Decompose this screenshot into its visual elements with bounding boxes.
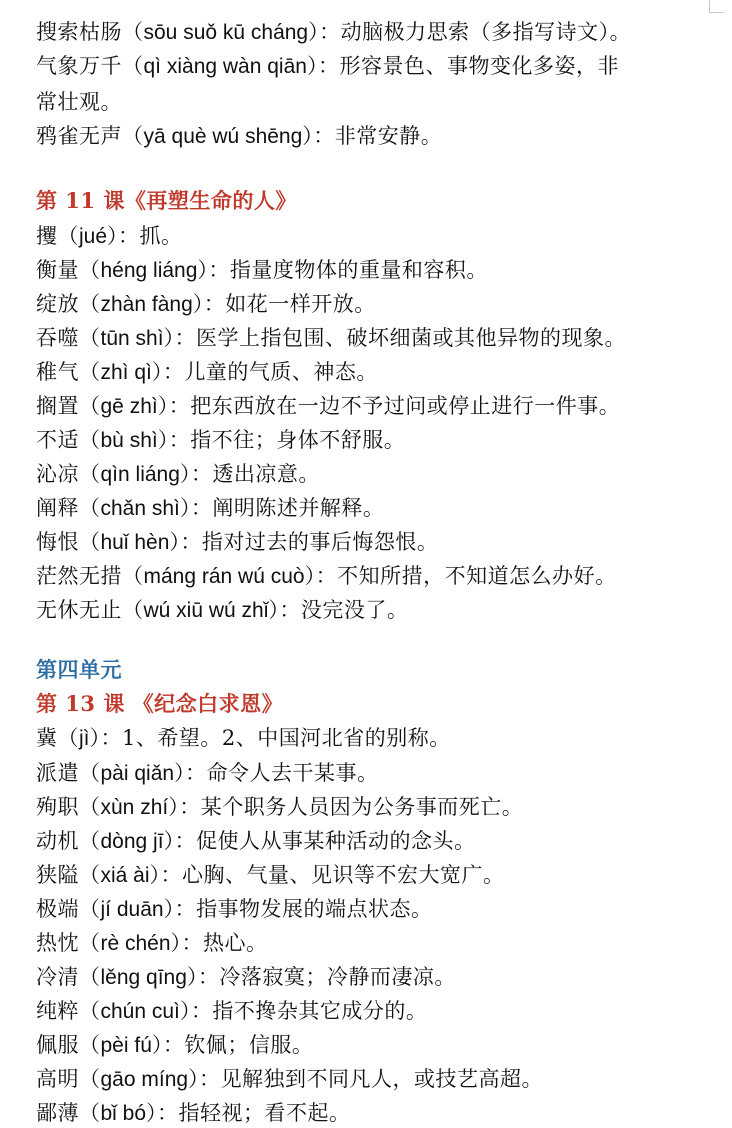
vocab-entry-continuation — [36, 86, 122, 116]
close-paren-colon: ）： — [306, 54, 340, 78]
vocab-definition: 形容景色、事物变化多姿，非 — [339, 54, 619, 78]
vocab-definition: 某个职务人员因为公务事而死亡。 — [200, 795, 524, 819]
pinyin: chún cuì — [100, 1000, 180, 1023]
pinyin: pèi fú — [100, 1034, 152, 1057]
vocab-word: 纯粹 — [36, 999, 79, 1023]
vocab-word: 极端 — [36, 897, 79, 921]
vocab-entry — [36, 322, 626, 352]
open-paren: （ — [57, 224, 79, 248]
heading-text: 第 13 课 《纪念白求恩》 — [36, 691, 284, 716]
open-paren: （ — [79, 965, 101, 989]
close-paren-colon: ）： — [174, 761, 207, 785]
vocab-entry — [36, 560, 617, 590]
vocab-word: 高明 — [36, 1067, 79, 1091]
pinyin: pài qiǎn — [100, 762, 175, 785]
vocab-entry — [36, 1063, 543, 1093]
open-paren: （ — [57, 726, 79, 750]
close-paren-colon: ）： — [163, 326, 197, 350]
close-paren-colon: ）： — [308, 20, 341, 44]
vocab-entry — [36, 16, 631, 46]
vocab-word: 鸦雀无声 — [36, 124, 122, 148]
open-paren: （ — [79, 999, 101, 1023]
vocab-entry — [36, 961, 456, 991]
vocab-word: 派遣 — [36, 761, 79, 785]
vocab-entry — [36, 120, 442, 150]
vocab-word: 悔恨 — [36, 530, 79, 554]
close-paren-colon: ）： — [163, 829, 197, 853]
close-paren-colon: ）： — [192, 292, 226, 316]
open-paren: （ — [79, 897, 101, 921]
open-paren: （ — [79, 829, 101, 853]
vocab-entry — [36, 995, 427, 1025]
vocab-word: 稚气 — [36, 360, 79, 384]
vocab-definition: 命令人去干某事。 — [206, 761, 379, 785]
vocab-definition: 指不往；身体不舒服。 — [190, 428, 406, 452]
page-corner-mark — [709, 0, 724, 13]
pinyin: sōu suǒ kū cháng — [143, 21, 309, 44]
vocab-word: 无休无止 — [36, 598, 122, 622]
vocab-entry — [36, 254, 488, 284]
open-paren: （ — [79, 1067, 101, 1091]
pinyin: lěng qīng — [100, 966, 187, 989]
vocab-word: 搜索枯肠 — [36, 20, 122, 44]
open-paren: （ — [79, 761, 101, 785]
heading-text: 第 11 课《再塑生命的人》 — [36, 188, 297, 213]
vocab-definition: 动脑极力思索（多指写诗文）。 — [340, 20, 632, 44]
vocab-definition: 指轻视；看不起。 — [178, 1101, 351, 1125]
open-paren: （ — [79, 326, 101, 350]
vocab-definition: 指量度物体的重量和容积。 — [229, 258, 488, 282]
vocab-entry — [36, 927, 268, 957]
close-paren-colon: ）： — [149, 863, 183, 887]
vocab-word: 攫 — [36, 224, 58, 248]
vocab-word: 殉职 — [36, 795, 79, 819]
vocab-word: 吞噬 — [36, 326, 79, 350]
vocab-word: 冷清 — [36, 965, 79, 989]
open-paren: （ — [79, 931, 101, 955]
pinyin: jì — [79, 727, 90, 750]
open-paren: （ — [122, 20, 144, 44]
close-paren-colon: ）： — [151, 360, 185, 384]
vocab-definition: 没完没了。 — [300, 598, 409, 622]
vocab-entry — [36, 1097, 351, 1127]
pinyin: rè chén — [100, 932, 171, 955]
pinyin: chǎn shì — [100, 497, 180, 520]
vocab-word: 动机 — [36, 829, 79, 853]
definition-text: 常壮观。 — [36, 90, 122, 114]
vocab-definition: 医学上指包围、破坏细菌或其他异物的现象。 — [196, 326, 627, 350]
vocab-entry — [36, 893, 433, 923]
pinyin: tūn shì — [100, 327, 164, 350]
vocab-entry — [36, 825, 476, 855]
vocab-word: 沁凉 — [36, 462, 79, 486]
pinyin: gē zhì — [100, 395, 158, 418]
pinyin: bù shì — [100, 429, 158, 452]
close-paren-colon: ）： — [179, 462, 213, 486]
close-paren-colon: ）： — [304, 564, 338, 588]
open-paren: （ — [79, 496, 101, 520]
vocab-word: 狭隘 — [36, 863, 79, 887]
vocab-entry — [36, 220, 183, 250]
close-paren-colon: ）： — [179, 999, 213, 1023]
close-paren-colon: ）： — [179, 496, 213, 520]
vocab-word: 衡量 — [36, 258, 79, 282]
vocab-word: 阐释 — [36, 496, 79, 520]
close-paren-colon: ）： — [151, 1033, 185, 1057]
close-paren-colon: ）： — [107, 224, 140, 248]
close-paren-colon: ）： — [268, 598, 301, 622]
lesson-heading — [36, 688, 283, 718]
vocab-word: 绽放 — [36, 292, 79, 316]
vocab-word: 冀 — [36, 726, 58, 750]
close-paren-colon: ）： — [169, 530, 202, 554]
vocab-word: 茫然无措 — [36, 564, 122, 588]
vocab-entry — [36, 757, 379, 787]
open-paren: （ — [79, 428, 101, 452]
close-paren-colon: ）： — [302, 124, 335, 148]
pinyin: héng liáng — [100, 259, 198, 282]
lesson-heading — [36, 185, 297, 215]
vocab-definition: 1、希望。2、中国河北省的别称。 — [122, 726, 451, 750]
close-paren-colon: ）： — [188, 1067, 221, 1091]
close-paren-colon: ）： — [146, 1101, 179, 1125]
vocab-entry — [36, 424, 405, 454]
pinyin: máng rán wú cuò — [143, 565, 305, 588]
pinyin: xiá ài — [100, 864, 150, 887]
vocab-definition: 把东西放在一边不予过问或停止进行一件事。 — [190, 394, 621, 418]
vocab-definition: 阐明陈述并解释。 — [212, 496, 385, 520]
open-paren: （ — [122, 598, 144, 622]
vocab-definition: 透出凉意。 — [212, 462, 320, 486]
open-paren: （ — [79, 530, 101, 554]
vocab-word: 热忱 — [36, 931, 79, 955]
close-paren-colon: ）： — [157, 428, 191, 452]
vocab-definition: 抓。 — [139, 224, 183, 248]
pinyin: jué — [79, 225, 108, 248]
vocab-word: 佩服 — [36, 1033, 79, 1057]
open-paren: （ — [79, 462, 101, 486]
open-paren: （ — [79, 1101, 101, 1125]
pinyin: huǐ hèn — [100, 531, 170, 554]
vocab-word: 鄙薄 — [36, 1101, 79, 1125]
vocab-word: 搁置 — [36, 394, 79, 418]
vocab-word: 气象万千 — [36, 54, 122, 78]
pinyin: yā què wú shēng — [143, 125, 303, 148]
vocab-definition: 如花一样开放。 — [225, 292, 376, 316]
close-paren-colon: ）： — [168, 795, 201, 819]
vocab-entry — [36, 859, 505, 889]
vocab-definition: 冷落寂寞；冷静而凄凉。 — [219, 965, 456, 989]
close-paren-colon: ）： — [157, 394, 191, 418]
close-paren-colon: ）： — [163, 897, 197, 921]
vocab-entry — [36, 492, 384, 522]
vocab-entry — [36, 288, 376, 318]
vocab-entry — [36, 791, 523, 821]
open-paren: （ — [122, 54, 144, 78]
open-paren: （ — [79, 360, 101, 384]
pinyin: xùn zhí — [100, 796, 169, 819]
vocab-definition: 热心。 — [203, 931, 268, 955]
open-paren: （ — [122, 124, 144, 148]
close-paren-colon: ）： — [186, 965, 220, 989]
pinyin: qìn liáng — [100, 463, 180, 486]
close-paren-colon: ）： — [89, 726, 122, 750]
vocab-definition: 钦佩；信服。 — [184, 1033, 314, 1057]
open-paren: （ — [79, 258, 101, 282]
heading-text: 第四单元 — [36, 657, 122, 682]
open-paren: （ — [79, 1033, 101, 1057]
close-paren-colon: ）： — [197, 258, 230, 282]
open-paren: （ — [79, 394, 101, 418]
pinyin: bǐ bó — [100, 1102, 147, 1125]
open-paren: （ — [122, 564, 144, 588]
vocab-entry — [36, 390, 620, 420]
pinyin: dòng jī — [100, 830, 164, 853]
vocab-entry — [36, 594, 408, 624]
pinyin: qì xiàng wàn qiān — [143, 55, 307, 78]
vocab-definition: 指对过去的事后悔怨恨。 — [201, 530, 439, 554]
vocab-entry — [36, 458, 320, 488]
vocab-entry — [36, 526, 438, 556]
vocab-definition: 儿童的气质、神态。 — [184, 360, 378, 384]
vocab-definition: 不知所措，不知道怎么办好。 — [337, 564, 617, 588]
pinyin: wú xiū wú zhǐ — [143, 599, 269, 622]
vocab-definition: 指不搀杂其它成分的。 — [212, 999, 428, 1023]
vocab-definition: 非常安静。 — [334, 124, 443, 148]
vocab-definition: 指事物发展的端点状态。 — [196, 897, 433, 921]
pinyin: zhì qì — [100, 361, 152, 384]
vocab-entry — [36, 722, 451, 752]
vocab-definition: 见解独到不同凡人，或技艺高超。 — [220, 1067, 544, 1091]
pinyin: zhàn fàng — [100, 293, 193, 316]
vocab-entry — [36, 356, 378, 386]
open-paren: （ — [79, 795, 101, 819]
vocab-definition: 心胸、气量、见识等不宏大宽广。 — [182, 863, 505, 887]
pinyin: jí duān — [100, 898, 164, 921]
vocab-entry — [36, 1029, 313, 1059]
vocab-entry — [36, 50, 619, 80]
vocab-definition: 促使人从事某种活动的念头。 — [196, 829, 476, 853]
vocab-word: 不适 — [36, 428, 79, 452]
pinyin: gāo míng — [100, 1068, 189, 1091]
unit-heading — [36, 654, 122, 684]
close-paren-colon: ）： — [170, 931, 204, 955]
open-paren: （ — [79, 863, 101, 887]
open-paren: （ — [79, 292, 101, 316]
